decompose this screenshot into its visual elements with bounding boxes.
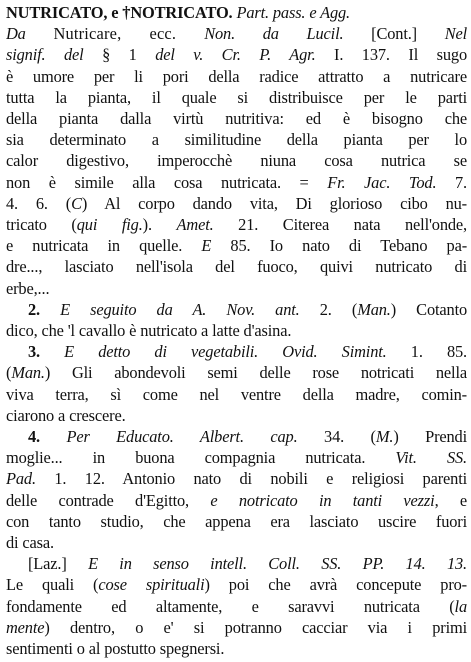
- text-run: E: [201, 236, 231, 256]
- text-run: Fr. Jac. Tod.: [327, 172, 455, 192]
- text-run: E detto di vegetabili. Ovid. Simint.: [64, 342, 411, 362]
- text-run: erbe,...: [6, 278, 50, 298]
- text-run: 21. Citerea nata nell'onde,: [238, 215, 467, 234]
- text-line: [6, 468, 467, 490]
- text-run: cose spirituali: [98, 575, 205, 595]
- text-line: [6, 193, 467, 215]
- text-run: [Laz.]: [28, 554, 89, 574]
- text-line: [6, 617, 467, 639]
- text-run: 85. Io nato di Tebano pa-: [230, 236, 467, 256]
- text-line: [6, 2, 467, 24]
- text-run: 34. (: [324, 427, 376, 446]
- text-run: (: [6, 363, 12, 383]
- text-run: , e: [434, 490, 467, 510]
- text-run: Non. da Lucil.: [204, 24, 372, 44]
- text-run: è umore per li pori della radice attratto a nutricare: [6, 66, 467, 86]
- text-run: di casa.: [6, 533, 54, 552]
- text-run: con tanto studio, che appena era lasciato uscire fuori: [6, 511, 467, 531]
- text-run: Le quali (: [6, 575, 99, 595]
- text-line: [6, 405, 467, 427]
- text-run: Nutricare, ecc.: [53, 24, 205, 44]
- text-run: Man.: [11, 363, 45, 383]
- text-run: del v. Cr. P. Agr.: [155, 45, 335, 65]
- text-run: 4.: [28, 427, 67, 446]
- text-line: [6, 172, 467, 194]
- text-run: †NOTRICATO.: [122, 3, 237, 22]
- text-run: M.: [375, 427, 394, 446]
- text-line: [6, 44, 467, 66]
- text-run: tutta la pianta, il quale si distribuisce per le parti: [6, 87, 467, 107]
- text-line: [6, 574, 467, 596]
- text-run: calor digestivo, imperocchè niuna cosa nutrica se: [6, 151, 467, 171]
- text-run: e notricato in tanti vezzi: [210, 490, 435, 510]
- text-run: tricato (: [6, 215, 77, 234]
- text-line: [6, 129, 467, 151]
- text-run: Vit. SS.: [395, 448, 467, 468]
- text-line: [6, 426, 467, 448]
- text-line: [6, 256, 467, 278]
- text-run: 2. (: [319, 299, 358, 319]
- text-run: Part. pass. e Agg.: [236, 3, 351, 22]
- text-run: E in senso intell. Coll. SS. PP. 14. 13.: [88, 554, 467, 574]
- text-line: [6, 553, 467, 575]
- text-line: [6, 341, 467, 363]
- text-line: [6, 511, 467, 533]
- text-line: [6, 596, 467, 618]
- text-line: [6, 532, 467, 554]
- text-run: Nel: [444, 24, 467, 44]
- text-run: la: [454, 596, 467, 616]
- text-run: 4. 6. (: [6, 193, 72, 213]
- text-run: ).: [142, 215, 177, 234]
- text-run: ) Cotanto: [390, 299, 467, 319]
- text-run: sentimenti o al postutto spegnersi.: [6, 639, 225, 658]
- text-run: I. 137. Il sugo: [334, 45, 467, 65]
- text-run: ) Al corpo dando vita, Di glorioso cibo nu-: [81, 193, 467, 213]
- text-line: [6, 362, 467, 384]
- text-line: [6, 447, 467, 469]
- text-run: 1. 85.: [410, 342, 467, 362]
- text-run: Da: [6, 24, 54, 44]
- text-run: qui fig.: [76, 215, 143, 234]
- text-run: viva terra, sì come nel ventre della madre, comin-: [6, 384, 467, 404]
- text-run: E seguito da A. Nov. ant.: [60, 299, 320, 319]
- text-run: ) Prendi: [393, 427, 467, 446]
- text-run: § 1: [102, 45, 156, 65]
- text-line: [6, 320, 467, 342]
- text-run: non è simile alla cosa nutricata. =: [6, 172, 328, 192]
- text-run: ) Gli abondevoli semi delle rose notricati nella: [44, 363, 467, 383]
- text-run: dre..., lasciato nell'isola del fuoco, quivi nutricato di: [6, 257, 467, 277]
- text-run: 7.: [455, 172, 467, 192]
- text-line: [6, 150, 467, 172]
- text-run: fondamente ed altamente, e saravvi nutricata (: [6, 596, 455, 616]
- text-run: ) dentro, o e' si potranno cacciar via i primi: [44, 617, 467, 637]
- text-line: [6, 638, 467, 660]
- text-line: [6, 66, 467, 88]
- text-line: [6, 87, 467, 109]
- text-line: [6, 235, 467, 257]
- text-run: ciarono a crescere.: [6, 405, 126, 425]
- text-line: [6, 214, 467, 236]
- text-line: [6, 384, 467, 406]
- text-line: [6, 23, 467, 45]
- text-run: Pad.: [6, 469, 55, 489]
- text-line: [6, 490, 467, 512]
- text-run: delle contrade d'Egitto,: [6, 490, 211, 510]
- text-line: [6, 299, 467, 321]
- text-run: Amet.: [176, 215, 239, 234]
- text-run: [Cont.]: [371, 24, 445, 44]
- text-run: signif. del: [6, 45, 103, 65]
- text-run: e nutricata in quelle.: [6, 236, 202, 256]
- text-run: sia determinato a similitudine della pianta per lo: [6, 130, 467, 150]
- text-line: [6, 108, 467, 130]
- text-run: mente: [6, 617, 45, 637]
- text-run: C: [71, 193, 82, 213]
- text-run: 1. 12. Antonio nato di nobili e religiosi parenti: [54, 469, 467, 489]
- text-run: moglie... in buona compagnia nutricata.: [6, 448, 396, 468]
- text-run: Man.: [357, 299, 391, 319]
- text-run: Per Educato. Albert. cap.: [66, 427, 325, 446]
- text-run: ) poi che avrà concepute pro-: [204, 575, 467, 595]
- text-line: [6, 278, 467, 300]
- text-run: della pianta dalla virtù nutritiva: ed è bisogno che: [6, 109, 467, 128]
- text-run: dico, che 'l cavallo è nutricato a latte d'asina.: [6, 321, 292, 340]
- text-run: NUTRICATO, e: [6, 3, 123, 22]
- text-run: 3.: [28, 342, 65, 362]
- text-run: 2.: [28, 299, 61, 319]
